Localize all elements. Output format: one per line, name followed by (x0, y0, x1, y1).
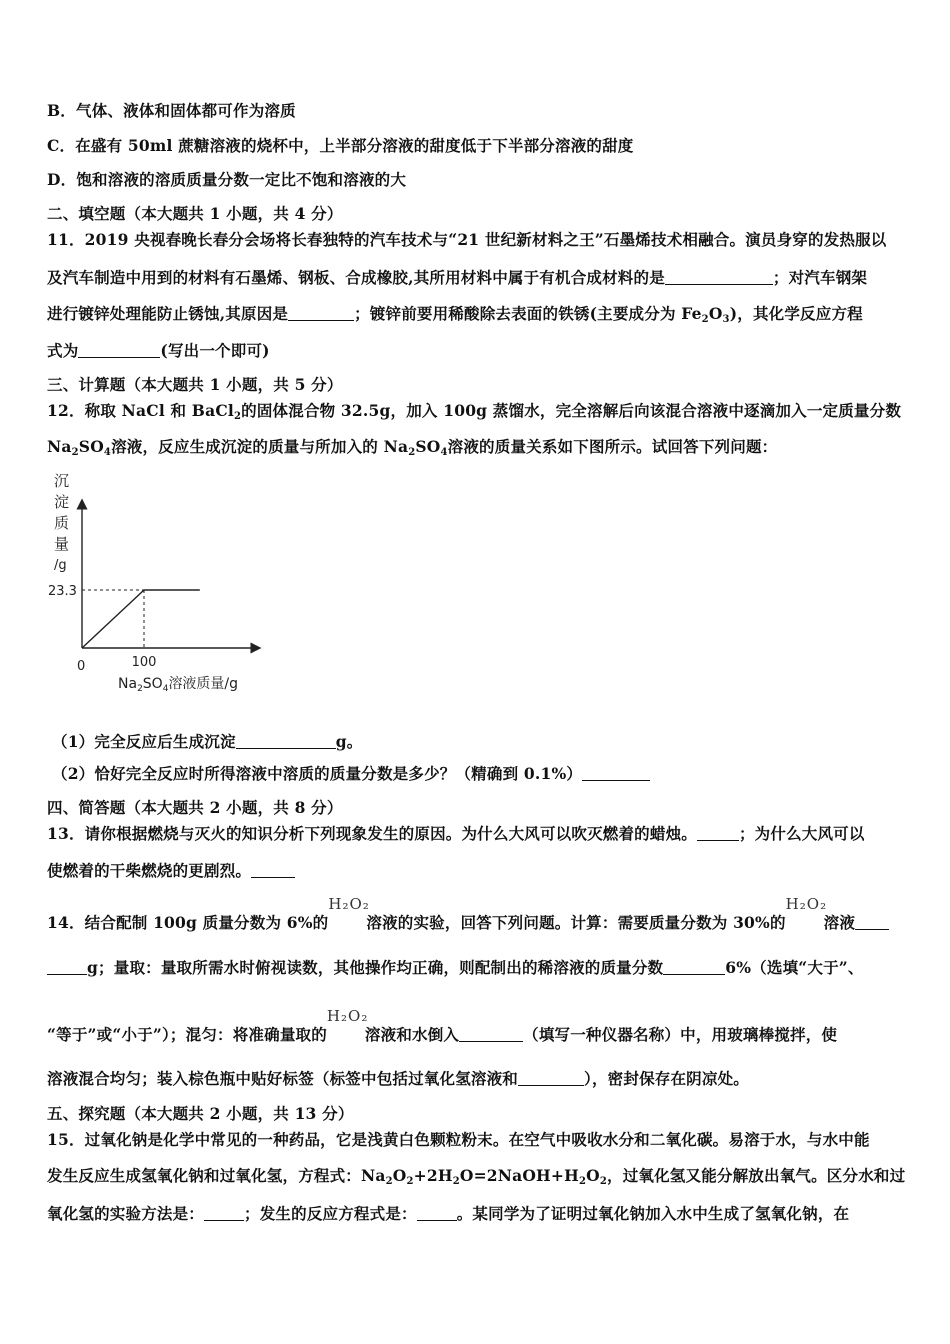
q11-line-3: 进行镀锌处理能防止锈蚀,其原因是 ；镀锌前要用稀酸除去表面的铁锈(主要成分为 $Fe_2O_3$)，其化学反应方程 (47, 304, 863, 325)
q11-blank-1[interactable] (665, 269, 773, 285)
section-heading-inquiry: 五、探究题（本大题共 2 小题，共 13 分） (47, 1104, 354, 1123)
q14-line-2: g；量取：量取所需水时俯视读数，其他操作均正确，则配制出的稀溶液的质量分数 6%（选填“大于”、 (47, 958, 906, 978)
q11-line-2: 及汽车制造中用到的材料有石墨烯、钢板、合成橡胶,其所用材料中属于有机合成材料的是 ；对汽车钢架 (47, 268, 868, 287)
q13-line-2: 使燃着的干柴燃烧的更剧烈。 (47, 861, 906, 881)
q14-blank-4[interactable] (518, 1070, 584, 1086)
y-label-char: 沉 (54, 472, 70, 490)
y-label-char: 淀 (54, 493, 70, 511)
q12-blank-2[interactable] (582, 765, 650, 781)
option-d: D．饱和溶液的溶质质量分数一定比不饱和溶液的大 (47, 170, 407, 189)
q12-blank-1[interactable] (236, 733, 336, 749)
q15-blank-2[interactable] (417, 1205, 457, 1221)
q11-blank-2[interactable] (288, 305, 354, 321)
q15-line-1: 15．过氧化钠是化学中常见的一种药品，它是浅黄白色颗粒粉末。在空气中吸收水分和二氧化碳。易溶于水，与水中能 (47, 1130, 870, 1149)
q14-blank-2[interactable] (663, 959, 725, 975)
y-tick-label: 23.3 (48, 584, 77, 599)
q14-line-1: 14．结合配制 100g 质量分数为 6%的 H₂O₂ 溶液的实验，回答下列问题。计算：需要质量分数为 30%的 H₂O₂ 溶液 (47, 908, 906, 933)
q15-blank-1[interactable] (204, 1205, 244, 1221)
origin-label: 0 (77, 659, 86, 674)
section-heading-fill-blank: 二、填空题（本大题共 1 小题，共 4 分） (47, 204, 343, 223)
q14-line-4: 溶液混合均匀；装入棕色瓶中贴好标签（标签中包括过氧化氢溶液和 ），密封保存在阴凉处。 (47, 1069, 749, 1088)
q14-blank-1b[interactable] (47, 959, 87, 975)
q11-line-1: 11．2019 央视春晚长春分会场将长春独特的汽车技术与“21 世纪新材料之王”石墨烯技术相融合。演员身穿的发热服以 (47, 230, 887, 249)
h2o2-formula: H₂O₂ (785, 895, 828, 913)
y-axis-label (54, 472, 69, 573)
q14-blank-3[interactable] (459, 1026, 523, 1042)
y-label-char: 质 (54, 514, 70, 532)
q15-line-3: 氧化氢的实验方法是： ；发生的反应方程式是： 。某同学为了证明过氧化钠加入水中生成了氢氧化钠，在 (47, 1204, 850, 1223)
q15-line-2: 发生反应生成氢氧化钠和过氧化氢，方程式：$Na_2O_2+2H_2O=2NaOH+H_2O_2$，过氧化氢又能分解放出氧气。区分水和过 (47, 1166, 906, 1187)
h2o2-formula: H₂O₂ (328, 895, 370, 913)
option-c: C．在盛有 50ml 蔗糖溶液的烧杯中，上半部分溶液的甜度低于下半部分溶液的甜度 (47, 136, 634, 155)
section-heading-short-answer: 四、简答题（本大题共 2 小题，共 8 分） (47, 798, 343, 817)
q12-part-2: （2）恰好完全反应时所得溶液中溶质的质量分数是多少？（精确到 0.1%） (52, 764, 906, 784)
q14-blank-1a[interactable] (855, 914, 889, 930)
q11-line-4: 式为 (写出一个即可) (47, 341, 270, 360)
q11-blank-3[interactable] (78, 342, 160, 358)
q13-blank-1[interactable] (697, 825, 739, 841)
option-b: B．气体、液体和固体都可作为溶质 (47, 101, 296, 120)
y-label-char: /g (54, 558, 67, 573)
series-line-precipitate (82, 590, 200, 648)
q12-line-2: $Na_2SO_4$溶液，反应生成沉淀的质量与所加入的 $Na_2SO_4$溶液的质量关系如下图所示。试回答下列问题： (47, 437, 778, 458)
y-label-char: 量 (54, 535, 70, 553)
h2o2-formula: H₂O₂ (326, 1007, 369, 1025)
q14-line-3: “等于”或“小于”）；混匀：将准确量取的 H₂O₂ 溶液和水倒入 （填写一种仪器名称）中，用玻璃棒搅拌，使 (47, 1007, 838, 1044)
x-tick-label: 100 (131, 655, 157, 670)
q13-blank-2[interactable] (251, 862, 295, 878)
q12-line-1: 12．称取 NaCl 和 BaCl$_2$的固体混合物 32.5g，加入 100g 蒸馏水，完全溶解后向该混合溶液中逐滴加入一定质量分数 (47, 401, 902, 422)
q12-part-1: （1）完全反应后生成沉淀 g。 (52, 732, 363, 751)
q13-line-1: 13．请你根据燃烧与灭火的知识分析下列现象发生的原因。为什么大风可以吹灭燃着的蜡烛。 ；为什么大风可以 (47, 824, 865, 843)
x-axis-label: $Na_2SO_4$溶液质量/g (118, 676, 239, 694)
section-heading-calculation: 三、计算题（本大题共 1 小题，共 5 分） (47, 375, 343, 394)
precipitate-mass-chart (40, 468, 280, 700)
